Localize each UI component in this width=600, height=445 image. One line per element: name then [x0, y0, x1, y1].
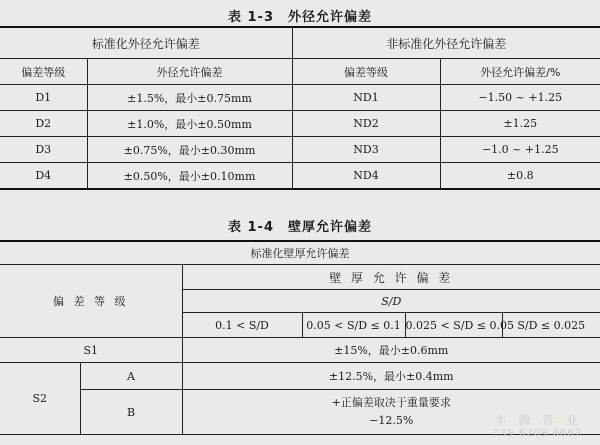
- wall-std-header: 标准化壁厚允许偏差: [0, 241, 600, 265]
- table-row: [0, 111, 600, 137]
- b-label: B: [80, 390, 182, 435]
- nonstd-grade-cell: ND3: [292, 137, 440, 163]
- std-tolerance-cell: ±1.0%，最小±0.50mm: [87, 111, 292, 137]
- nonstd-grade-col-header: 偏差等级: [292, 59, 440, 85]
- watermark-line1: 丰 源 管 业: [494, 413, 582, 427]
- outer-diameter-tolerance-table: [0, 26, 600, 190]
- table2-caption: 表 1-4 壁厚允许偏差: [227, 220, 372, 235]
- table-row: [0, 137, 600, 163]
- a-value: ±12.5%，最小±0.4mm: [182, 363, 600, 390]
- nonstd-grade-cell: ND2: [292, 111, 440, 137]
- nonstd-grade-cell: ND1: [292, 85, 440, 111]
- watermark-line2: 139 6209 6667: [492, 428, 582, 439]
- wall-thickness-tolerance-table: [0, 240, 600, 435]
- watermark: [493, 411, 582, 439]
- std-grade-cell: D3: [0, 137, 87, 163]
- s2-label: S2: [0, 363, 80, 435]
- table-row: [0, 163, 600, 190]
- nonstd-tolerance-cell: −1.0 ~ +1.25: [440, 137, 600, 163]
- nonstd-tolerance-cell: ±1.25: [440, 111, 600, 137]
- wall-tolerance-header: 壁 厚 允 许 偏 差: [182, 265, 600, 290]
- table-row: [0, 85, 600, 111]
- ratio-col-4: S/D ≤ 0.025: [502, 313, 600, 338]
- nonstd-tolerance-col-header: 外径允许偏差/%: [440, 59, 600, 85]
- nonstd-group-header: 非标准化外径允许偏差: [292, 27, 600, 59]
- std-tolerance-cell: ±0.75%，最小±0.30mm: [87, 137, 292, 163]
- std-grade-cell: D1: [0, 85, 87, 111]
- ratio-header: S/D: [182, 290, 600, 313]
- std-group-header: 标准化外径允许偏差: [0, 27, 292, 59]
- std-grade-cell: D4: [0, 163, 87, 190]
- std-tolerance-col-header: 外径允许偏差: [87, 59, 292, 85]
- s1-label: S1: [0, 338, 182, 363]
- a-label: A: [80, 363, 182, 390]
- b-value-line2: −12.5%: [369, 414, 414, 427]
- ratio-col-2: 0.05 < S/D ≤ 0.1: [302, 313, 405, 338]
- ratio-col-1: 0.1 < S/D: [182, 313, 302, 338]
- b-value-line1: +正偏差取决于重量要求: [331, 396, 451, 409]
- table1-caption: 表 1-3 外径允许偏差: [227, 10, 372, 25]
- nonstd-grade-cell: ND4: [292, 163, 440, 190]
- s1-value: ±15%，最小±0.6mm: [182, 338, 600, 363]
- grade-header: 偏 差 等 级: [0, 265, 182, 338]
- std-tolerance-cell: ±0.50%，最小±0.10mm: [87, 163, 292, 190]
- std-grade-col-header: 偏差等级: [0, 59, 87, 85]
- std-tolerance-cell: ±1.5%，最小±0.75mm: [87, 85, 292, 111]
- nonstd-tolerance-cell: ±0.8: [440, 163, 600, 190]
- nonstd-tolerance-cell: −1.50 ~ +1.25: [440, 85, 600, 111]
- ratio-col-3: 0.025 < S/D ≤ 0.05: [405, 313, 502, 338]
- std-grade-cell: D2: [0, 111, 87, 137]
